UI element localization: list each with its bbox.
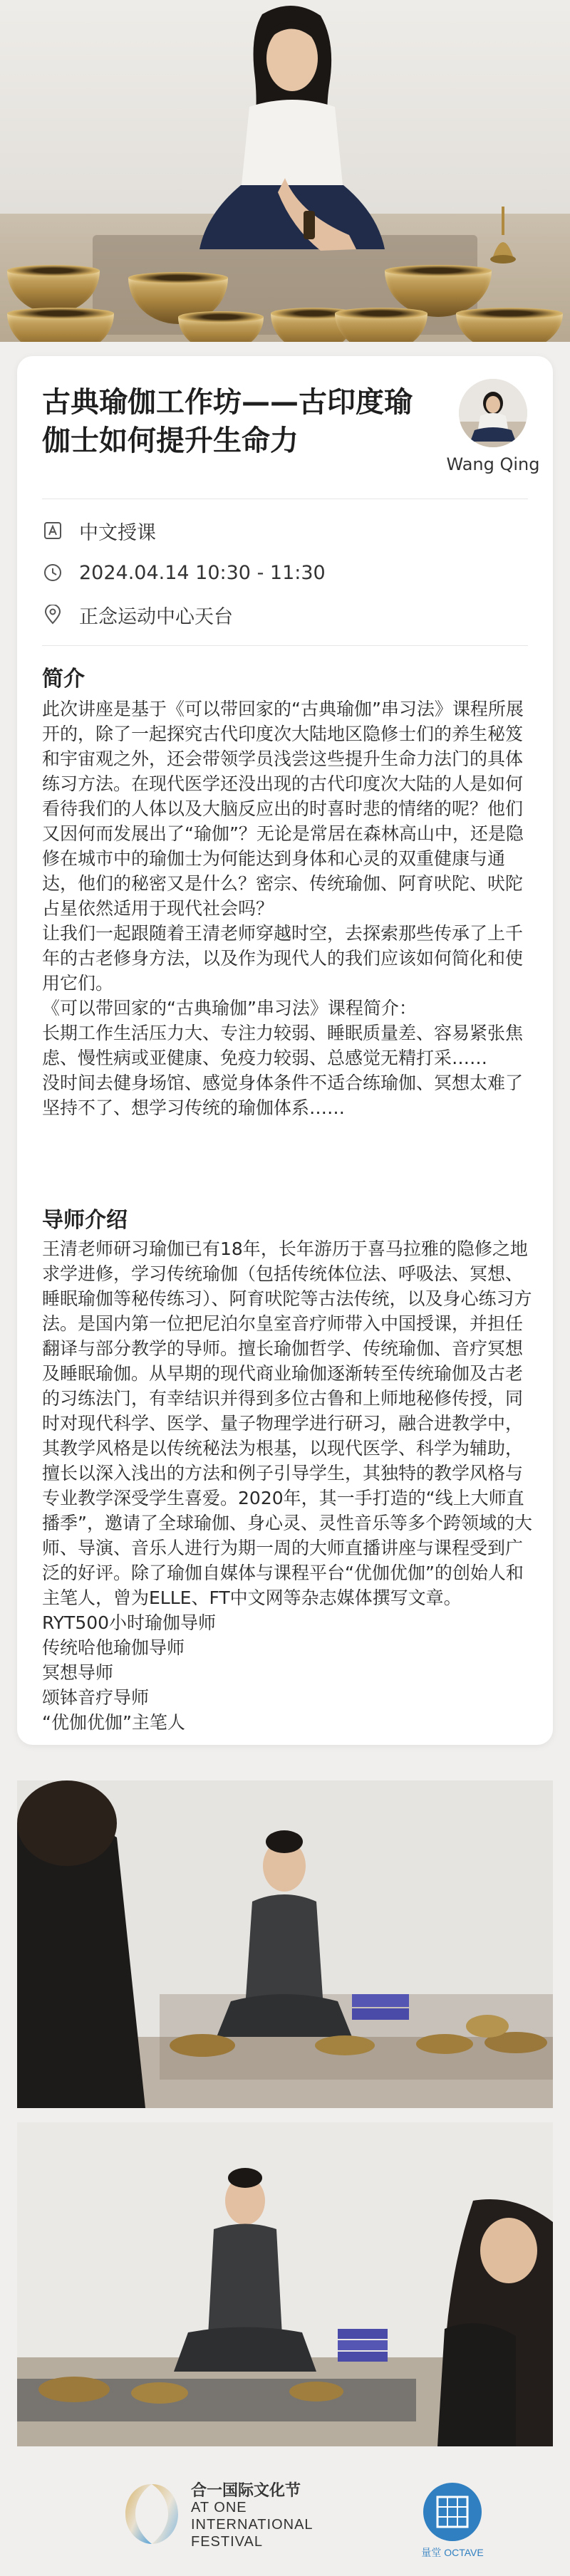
class-photo-1 [17,1780,553,2108]
singing-bowl [456,313,563,342]
host-name[interactable]: Wang Qing [446,454,540,474]
location-row[interactable] [42,603,233,627]
singing-bowl [335,313,428,342]
event-title: 古典瑜伽工作坊——古印度瑜伽士如何提升生命力 [42,386,413,457]
octave-mark-icon [422,2481,483,2543]
teacher-credential: 冥想导师 [42,1662,114,1683]
festival-name-en-3: FESTIVAL [191,2534,263,2550]
octave-name-cn: 量堂 [421,2547,442,2558]
octave-name [413,2545,492,2560]
teacher-heading: 导师介绍 [42,1208,128,1233]
intro-paragraph: 《可以带回家的“古典瑜伽”串习法》课程简介： [42,998,417,1018]
class-photo-1-image [17,1780,553,2108]
octave-name-en: OCTAVE [444,2547,484,2558]
divider [42,645,528,646]
datetime-row [42,560,326,585]
event-card [17,356,553,1745]
intro-text [42,697,534,1120]
festival-name-cn: 合一国际文化节 [191,2481,301,2499]
festival-name-en-2: INTERNATIONAL [191,2517,314,2533]
teacher-credential: RYT500小时瑜伽导师 [42,1612,217,1633]
language-icon [42,520,63,541]
location-pin-icon [42,604,63,625]
clock-icon [42,562,63,583]
location-text: 正念运动中心天台 [79,605,233,628]
singing-bowl [7,313,114,342]
intro-paragraph: 没时间去健身场馆、感觉身体条件不适合练瑜伽、冥想太难了坚持不了、想学习传统的瑜伽体系…… [42,1073,524,1118]
intro-paragraph: 此次讲座是基于《可以带回家的“古典瑜伽”串习法》课程所展开的，除了一起探究古代印度次大陆地区隐修士们的养生秘笈和宇宙观之外，还会带领学员浅尝这些提升生命力法门的具体练习方法。在现代医学还没出现的古代印度次大陆的人是如何看待我们的人体以及大脑反应出的时喜时悲的情绪的呢？他们又因何而发展出了“瑜伽”？无论是常居在森林高山中，还是隐修在城市中的瑜伽士为何能达到身体和心灵的双重健康与通达，他们的秘密又是什么？密宗、传统瑜伽、阿育吠陀、吠陀占星依然适用于现代社会吗？ [42,699,524,919]
teacher-credential: 颂钵音疗导师 [42,1687,150,1708]
language-row [42,518,156,543]
avatar-image [459,379,527,447]
datetime-text: 2024.04.14 10:30 - 11:30 [79,561,326,584]
festival-name-en-1: AT ONE [191,2500,247,2515]
teacher-credential: “优伽优伽”主笔人 [42,1712,185,1733]
festival-mark-icon [121,2478,182,2550]
teacher-text [42,1236,534,1735]
cover-person [178,0,406,271]
octave-logo[interactable] [413,2481,492,2560]
intro-heading: 简介 [42,667,85,692]
language-text: 中文授课 [79,521,156,544]
host-avatar[interactable] [459,379,527,447]
teacher-credential: 传统哈他瑜伽导师 [42,1637,185,1658]
class-photo-2 [17,2122,553,2446]
teacher-paragraph: 王清老师研习瑜伽已有18年，长年游历于喜马拉雅的隐修之地求学进修，学习传统瑜伽（包括传统体位法、呼吸法、冥想、睡眠瑜伽等秘传练习）、阿育吠陀等古法传统，以及身心练习方法。是国内第一位把尼泊尔皇室音疗师带入中国授课，并担任翻译与部分教学的导师。擅长瑜伽哲学、传统瑜伽、音疗冥想及睡眠瑜伽。从早期的现代商业瑜伽逐渐转至传统瑜伽及古老的习练法门，有幸结识并得到多位古鲁和上师地秘修传授，同时对现代科学、医学、量子物理学进行研习，融合进教学中，其教学风格是以传统秘法为根基，以现代医学、科学为辅助，擅长以深入浅出的方法和例子引导学生，其独特的教学风格与专业教学深受学生喜爱。2020年，其一手打造的“线上大师直播季”，邀请了全球瑜伽、身心灵、灵性音乐等多个跨领域的大师、导演、音乐人进行为期一周的大师直播讲座与课程受到广泛的好评。除了瑜伽自媒体与课程平台“优伽优伽”的创始人和主笔人，曾为ELLE、FT中文网等杂志媒体撰写文章。 [42,1239,532,1608]
festival-logo[interactable] [121,2478,314,2557]
bell-ornament [489,207,517,271]
intro-paragraph: 长期工作生活压力大、专注力较弱、睡眠质量差、容易紧张焦虑、慢性病或亚健康、免疫力较弱、总感觉无精打采…… [42,1023,524,1068]
class-photo-2-image [17,2122,553,2446]
cover-photo [0,0,570,342]
intro-paragraph: 让我们一起跟随着王清老师穿越时空，去探索那些传承了上千年的古老修身方法，以及作为现代人的我们应该如何简化和使用它们。 [42,923,524,994]
singing-bowl [178,317,264,342]
